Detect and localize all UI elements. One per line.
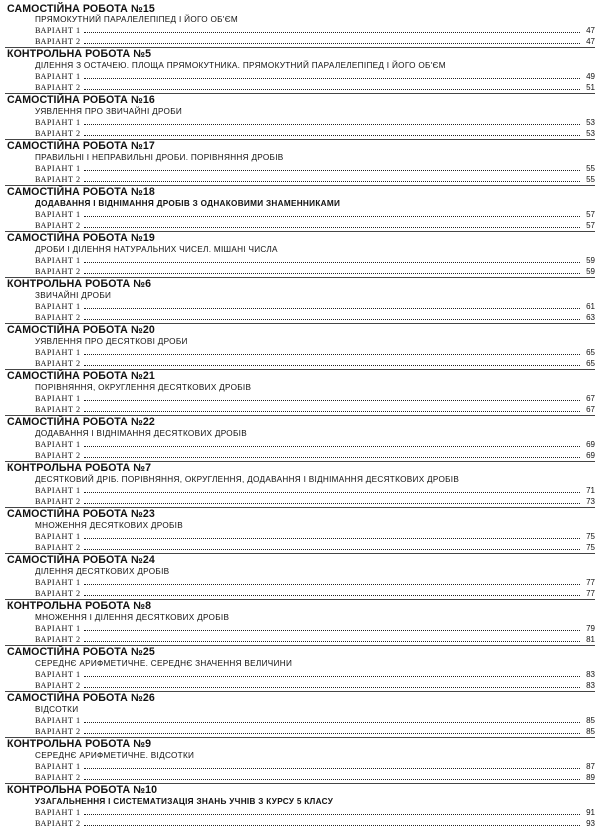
- variant-row: [5, 439, 595, 450]
- dot-leader: [84, 89, 580, 90]
- page-number: 63: [586, 313, 595, 322]
- page-number: 55: [586, 175, 595, 184]
- toc-section: [5, 93, 595, 139]
- variant-row: [5, 117, 595, 128]
- dot-leader: [84, 733, 580, 734]
- page-number: 77: [586, 589, 595, 598]
- variant-label: ВАРІАНТ 2: [35, 221, 81, 230]
- section-topic: ЗВИЧАЙНІ ДРОБИ: [35, 291, 112, 300]
- variant-label: ВАРІАНТ 2: [35, 313, 81, 322]
- toc-section: [5, 645, 595, 691]
- variant-row: [5, 71, 595, 82]
- section-title: САМОСТІЙНА РОБОТА №18: [7, 186, 155, 198]
- toc-section: [5, 507, 595, 553]
- variant-label: ВАРІАНТ 2: [35, 37, 81, 46]
- section-title: САМОСТІЙНА РОБОТА №25: [7, 646, 155, 658]
- dot-leader: [84, 814, 580, 815]
- page-number: 57: [586, 221, 595, 230]
- variant-label: ВАРІАНТ 2: [35, 773, 81, 782]
- variant-row: [5, 174, 595, 185]
- page-number: 77: [586, 578, 595, 587]
- variant-row: [5, 25, 595, 36]
- variant-label: ВАРІАНТ 1: [35, 394, 81, 403]
- page-number: 59: [586, 267, 595, 276]
- section-title: КОНТРОЛЬНА РОБОТА №9: [7, 738, 152, 750]
- variant-row: [5, 623, 595, 634]
- section-title: КОНТРОЛЬНА РОБОТА №5: [7, 48, 152, 60]
- section-title: САМОСТІЙНА РОБОТА №21: [7, 370, 155, 382]
- page-number: 51: [586, 83, 595, 92]
- toc-section: [5, 3, 595, 47]
- variant-label: ВАРІАНТ 2: [35, 497, 81, 506]
- variant-label: ВАРІАНТ 1: [35, 808, 81, 817]
- toc-section: [5, 553, 595, 599]
- toc-section: [5, 231, 595, 277]
- dot-leader: [84, 400, 580, 401]
- section-title: САМОСТІЙНА РОБОТА №22: [7, 416, 155, 428]
- variant-label: ВАРІАНТ 1: [35, 624, 81, 633]
- variant-label: ВАРІАНТ 1: [35, 118, 81, 127]
- dot-leader: [84, 779, 580, 780]
- dot-leader: [84, 676, 580, 677]
- dot-leader: [84, 641, 580, 642]
- dot-leader: [84, 181, 580, 182]
- variant-label: ВАРІАНТ 2: [35, 589, 81, 598]
- variant-row: [5, 680, 595, 691]
- page-number: 91: [586, 808, 595, 817]
- page-number: 47: [586, 37, 595, 46]
- dot-leader: [84, 43, 580, 44]
- page-number: 85: [586, 716, 595, 725]
- toc-section: [5, 47, 595, 93]
- dot-leader: [84, 503, 580, 504]
- dot-leader: [84, 411, 580, 412]
- section-topic: ДРОБИ І ДІЛЕННЯ НАТУРАЛЬНИХ ЧИСЕЛ. МІШАНІ ЧИСЛА: [35, 245, 278, 254]
- variant-row: [5, 577, 595, 588]
- page-number: 69: [586, 440, 595, 449]
- section-title: САМОСТІЙНА РОБОТА №19: [7, 232, 155, 244]
- page-number: 53: [586, 118, 595, 127]
- variant-row: [5, 485, 595, 496]
- page-number: 81: [586, 635, 595, 644]
- variant-row: [5, 358, 595, 369]
- section-topic: УЯВЛЕННЯ ПРО ЗВИЧАЙНІ ДРОБИ: [35, 107, 183, 116]
- dot-leader: [84, 365, 580, 366]
- variant-label: ВАРІАНТ 2: [35, 727, 81, 736]
- section-title: КОНТРОЛЬНА РОБОТА №8: [7, 600, 152, 612]
- section-topic: ДОДАВАННЯ І ВІДНІМАННЯ ДРОБІВ З ОДНАКОВИМИ ЗНАМЕННИКАМИ: [35, 199, 341, 208]
- page-number: 53: [586, 129, 595, 138]
- page-number: 65: [586, 348, 595, 357]
- dot-leader: [84, 457, 580, 458]
- variant-row: [5, 542, 595, 553]
- variant-label: ВАРІАНТ 2: [35, 359, 81, 368]
- variant-row: [5, 588, 595, 599]
- variant-row: [5, 36, 595, 47]
- page-number: 61: [586, 302, 595, 311]
- section-topic: СЕРЕДНЄ АРИФМЕТИЧНЕ. ВІДСОТКИ: [35, 751, 195, 760]
- variant-row: [5, 312, 595, 323]
- variant-label: ВАРІАНТ 1: [35, 532, 81, 541]
- section-topic: МНОЖЕННЯ І ДІЛЕННЯ ДЕСЯТКОВИХ ДРОБІВ: [35, 613, 230, 622]
- variant-row: [5, 255, 595, 266]
- variant-row: [5, 715, 595, 726]
- section-topic: ДОДАВАННЯ І ВІДНІМАННЯ ДЕСЯТКОВИХ ДРОБІВ: [35, 429, 247, 438]
- dot-leader: [84, 538, 580, 539]
- variant-row: [5, 404, 595, 415]
- dot-leader: [84, 630, 580, 631]
- variant-row: [5, 772, 595, 783]
- variant-row: [5, 266, 595, 277]
- dot-leader: [84, 124, 580, 125]
- variant-row: [5, 726, 595, 737]
- page-number: 69: [586, 451, 595, 460]
- page-number: 87: [586, 762, 595, 771]
- section-topic: ПРЯМОКУТНИЙ ПАРАЛЕЛЕПІПЕД І ЙОГО ОБ'ЄМ: [35, 15, 239, 24]
- variant-label: ВАРІАНТ 1: [35, 348, 81, 357]
- variant-label: ВАРІАНТ 1: [35, 302, 81, 311]
- variant-row: [5, 163, 595, 174]
- variant-label: ВАРІАНТ 1: [35, 440, 81, 449]
- variant-row: [5, 393, 595, 404]
- toc-section: [5, 369, 595, 415]
- variant-row: [5, 347, 595, 358]
- page-number: 89: [586, 773, 595, 782]
- variant-label: ВАРІАНТ 2: [35, 819, 81, 828]
- variant-row: [5, 209, 595, 220]
- variant-row: [5, 82, 595, 93]
- toc-section: [5, 737, 595, 783]
- dot-leader: [84, 319, 580, 320]
- variant-row: [5, 669, 595, 680]
- dot-leader: [84, 549, 580, 550]
- variant-label: ВАРІАНТ 2: [35, 83, 81, 92]
- variant-label: ВАРІАНТ 1: [35, 486, 81, 495]
- toc-section: [5, 783, 595, 829]
- page-number: 79: [586, 624, 595, 633]
- toc-section: [5, 415, 595, 461]
- dot-leader: [84, 308, 580, 309]
- page-number: 55: [586, 164, 595, 173]
- toc-section: [5, 323, 595, 369]
- dot-leader: [84, 768, 580, 769]
- variant-label: ВАРІАНТ 2: [35, 451, 81, 460]
- section-topic: ПРАВИЛЬНІ І НЕПРАВИЛЬНІ ДРОБИ. ПОРІВНЯННЯ ДРОБІВ: [35, 153, 284, 162]
- section-topic: МНОЖЕННЯ ДЕСЯТКОВИХ ДРОБІВ: [35, 521, 184, 530]
- page-number: 93: [586, 819, 595, 828]
- section-topic: ДЕСЯТКОВИЙ ДРІБ. ПОРІВНЯННЯ, ОКРУГЛЕННЯ, ДОДАВАННЯ І ВІДНІМАННЯ ДЕСЯТКОВИХ ДРОБІВ: [35, 475, 460, 484]
- dot-leader: [84, 354, 580, 355]
- variant-row: [5, 220, 595, 231]
- section-title: САМОСТІЙНА РОБОТА №15: [7, 3, 155, 15]
- dot-leader: [84, 492, 580, 493]
- variant-label: ВАРІАНТ 1: [35, 670, 81, 679]
- section-title: САМОСТІЙНА РОБОТА №26: [7, 692, 155, 704]
- section-title: САМОСТІЙНА РОБОТА №17: [7, 140, 155, 152]
- variant-row: [5, 761, 595, 772]
- page-number: 49: [586, 72, 595, 81]
- variant-label: ВАРІАНТ 2: [35, 267, 81, 276]
- dot-leader: [84, 584, 580, 585]
- page-number: 47: [586, 26, 595, 35]
- dot-leader: [84, 273, 580, 274]
- section-title: САМОСТІЙНА РОБОТА №20: [7, 324, 155, 336]
- variant-label: ВАРІАНТ 1: [35, 256, 81, 265]
- variant-row: [5, 634, 595, 645]
- page-number: 71: [586, 486, 595, 495]
- toc-section: [5, 277, 595, 323]
- section-title: КОНТРОЛЬНА РОБОТА №6: [7, 278, 152, 290]
- variant-label: ВАРІАНТ 1: [35, 26, 81, 35]
- variant-row: [5, 450, 595, 461]
- page-number: 65: [586, 359, 595, 368]
- section-topic: ДІЛЕННЯ З ОСТАЧЕЮ. ПЛОЩА ПРЯМОКУТНИКА. ПРЯМОКУТНИЙ ПАРАЛЕЛЕПІПЕД І ЙОГО ОБ'ЄМ: [35, 61, 446, 70]
- variant-label: ВАРІАНТ 1: [35, 72, 81, 81]
- section-title: САМОСТІЙНА РОБОТА №23: [7, 508, 155, 520]
- variant-row: [5, 301, 595, 312]
- page-number: 85: [586, 727, 595, 736]
- page-number: 75: [586, 532, 595, 541]
- dot-leader: [84, 687, 580, 688]
- section-title: САМОСТІЙНА РОБОТА №16: [7, 94, 155, 106]
- dot-leader: [84, 262, 580, 263]
- dot-leader: [84, 216, 580, 217]
- dot-leader: [84, 227, 580, 228]
- variant-label: ВАРІАНТ 2: [35, 405, 81, 414]
- section-title: САМОСТІЙНА РОБОТА №24: [7, 554, 155, 566]
- variant-label: ВАРІАНТ 1: [35, 578, 81, 587]
- section-title: КОНТРОЛЬНА РОБОТА №7: [7, 462, 152, 474]
- section-topic: ДІЛЕННЯ ДЕСЯТКОВИХ ДРОБІВ: [35, 567, 170, 576]
- dot-leader: [84, 446, 580, 447]
- variant-label: ВАРІАНТ 1: [35, 762, 81, 771]
- toc-section: [5, 599, 595, 645]
- dot-leader: [84, 722, 580, 723]
- dot-leader: [84, 170, 580, 171]
- dot-leader: [84, 32, 580, 33]
- section-topic: УЗАГАЛЬНЕННЯ І СИСТЕМАТИЗАЦІЯ ЗНАНЬ УЧНІВ З КУРСУ 5 КЛАСУ: [35, 797, 334, 806]
- section-topic: УЯВЛЕННЯ ПРО ДЕСЯТКОВІ ДРОБИ: [35, 337, 188, 346]
- page-number: 59: [586, 256, 595, 265]
- page-number: 67: [586, 394, 595, 403]
- variant-row: [5, 818, 595, 829]
- variant-row: [5, 128, 595, 139]
- variant-label: ВАРІАНТ 1: [35, 716, 81, 725]
- variant-label: ВАРІАНТ 2: [35, 129, 81, 138]
- variant-label: ВАРІАНТ 2: [35, 543, 81, 552]
- variant-row: [5, 807, 595, 818]
- page-number: 83: [586, 681, 595, 690]
- toc-section: [5, 185, 595, 231]
- variant-label: ВАРІАНТ 2: [35, 175, 81, 184]
- section-topic: ВІДСОТКИ: [35, 705, 79, 714]
- toc-section: [5, 691, 595, 737]
- page-number: 83: [586, 670, 595, 679]
- variant-label: ВАРІАНТ 1: [35, 164, 81, 173]
- section-title: КОНТРОЛЬНА РОБОТА №10: [7, 784, 158, 796]
- dot-leader: [84, 595, 580, 596]
- section-topic: ПОРІВНЯННЯ, ОКРУГЛЕННЯ ДЕСЯТКОВИХ ДРОБІВ: [35, 383, 252, 392]
- variant-row: [5, 496, 595, 507]
- page-number: 73: [586, 497, 595, 506]
- table-of-contents: [5, 3, 595, 829]
- toc-section: [5, 461, 595, 507]
- dot-leader: [84, 78, 580, 79]
- dot-leader: [84, 825, 580, 826]
- dot-leader: [84, 135, 580, 136]
- page-number: 75: [586, 543, 595, 552]
- section-topic: СЕРЕДНЄ АРИФМЕТИЧНЕ. СЕРЕДНЄ ЗНАЧЕННЯ ВЕЛИЧИНИ: [35, 659, 293, 668]
- variant-label: ВАРІАНТ 2: [35, 635, 81, 644]
- page-number: 67: [586, 405, 595, 414]
- variant-label: ВАРІАНТ 2: [35, 681, 81, 690]
- variant-row: [5, 531, 595, 542]
- variant-label: ВАРІАНТ 1: [35, 210, 81, 219]
- toc-section: [5, 139, 595, 185]
- page-number: 57: [586, 210, 595, 219]
